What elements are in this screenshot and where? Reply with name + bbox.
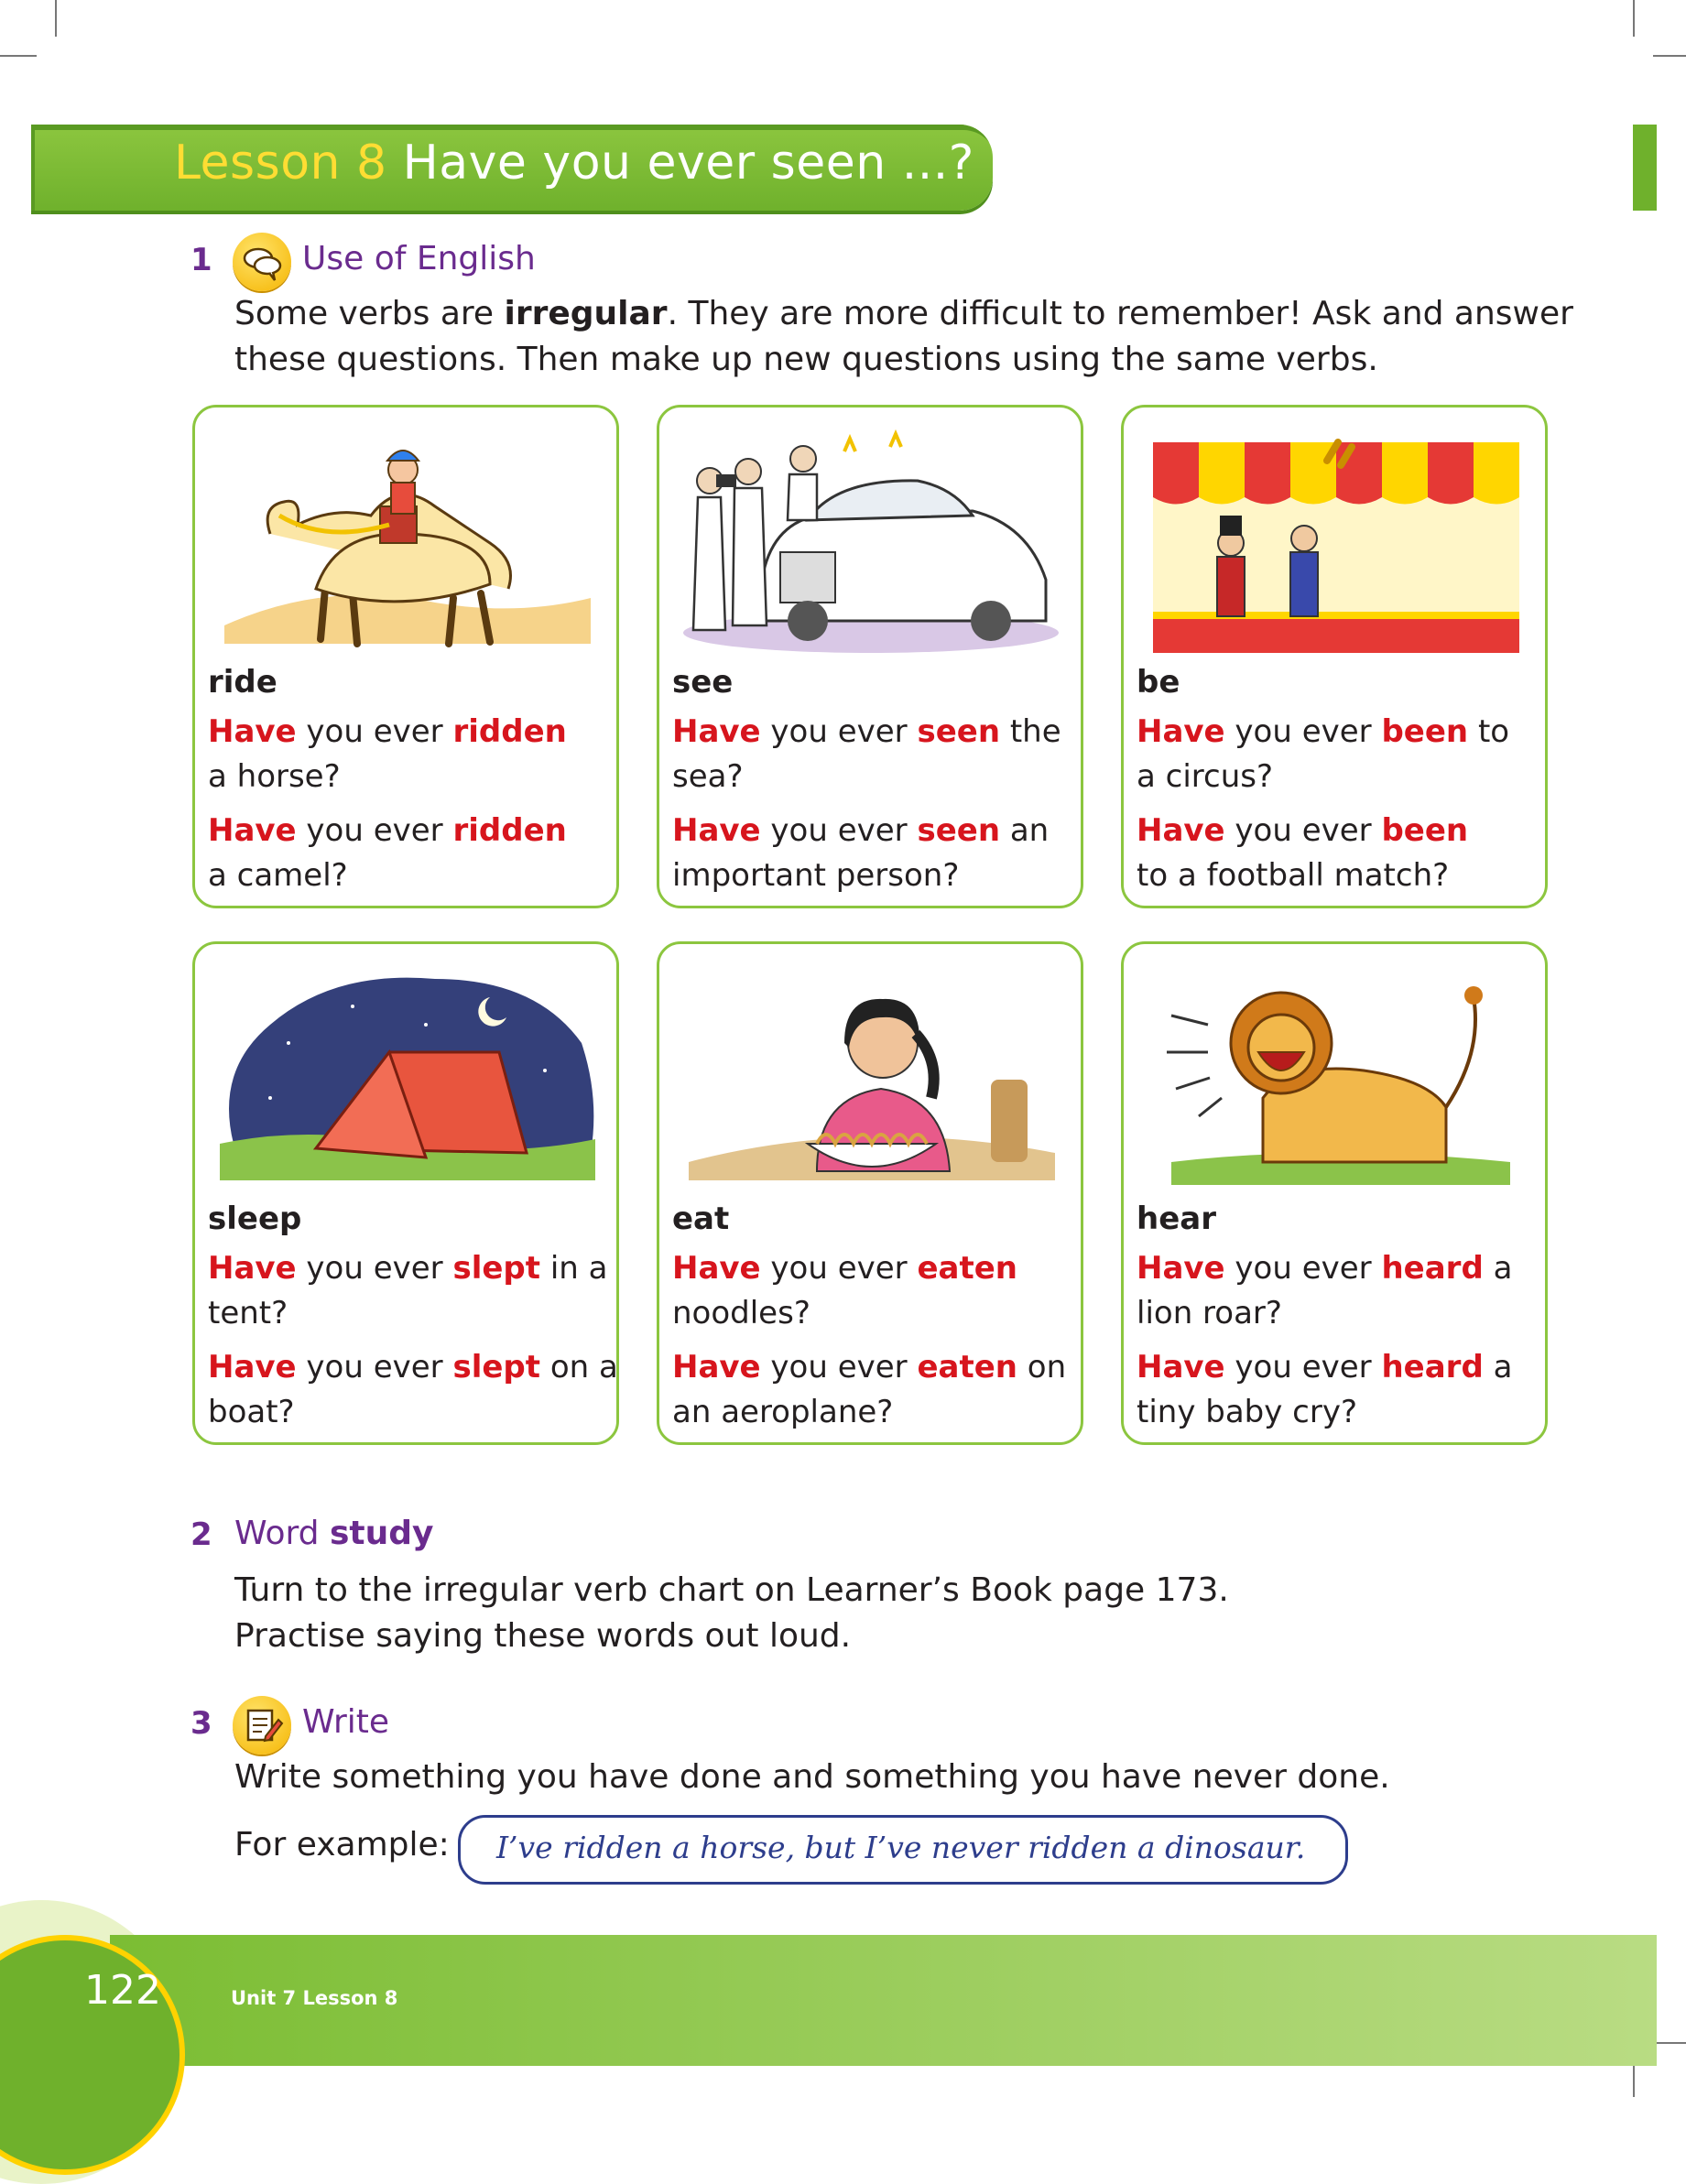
- have-word: Have: [672, 812, 761, 849]
- lesson-label: Lesson 8: [174, 136, 387, 190]
- section-2-title-text: Word: [234, 1515, 330, 1552]
- intro-text: . They are more difficult to remember! Ask and answer: [667, 295, 1573, 332]
- question-text-line2: tiny baby cry?: [1137, 1394, 1358, 1430]
- past-participle: ridden: [452, 713, 567, 750]
- verb-card-be: [1121, 405, 1548, 908]
- example-label: For example:: [234, 1826, 450, 1863]
- question-text-line2: a camel?: [208, 857, 348, 894]
- lion-roaring-illustration: [1144, 961, 1527, 1199]
- question-text: a: [1483, 1349, 1513, 1385]
- question-text-line2: important person?: [672, 857, 960, 894]
- question-text-line2: noodles?: [672, 1295, 810, 1331]
- past-participle: seen: [917, 812, 1001, 849]
- question-text-line2: a horse?: [208, 758, 341, 795]
- question-text: to: [1468, 713, 1510, 750]
- have-word: Have: [672, 1349, 761, 1385]
- past-participle: heard: [1381, 1250, 1484, 1287]
- question-2: [208, 1345, 620, 1435]
- question-2: [672, 809, 1084, 898]
- crop-mark: [1633, 2060, 1635, 2097]
- verb-word: hear: [1137, 1201, 1216, 1237]
- question-text: in a: [540, 1250, 608, 1287]
- section-1-intro: [234, 291, 1573, 383]
- question-text-line2: boat?: [208, 1394, 295, 1430]
- question-text: you ever: [760, 1250, 918, 1287]
- question-text: you ever: [760, 1349, 918, 1385]
- question-text: you ever: [296, 1349, 453, 1385]
- lesson-title: [174, 136, 974, 190]
- question-2: [1137, 1345, 1549, 1435]
- have-word: Have: [672, 1250, 761, 1287]
- past-participle: ridden: [452, 812, 567, 849]
- section-1-title: Use of English: [302, 240, 536, 277]
- crop-mark: [0, 55, 37, 57]
- have-word: Have: [1137, 713, 1225, 750]
- verb-card-ride: [192, 405, 619, 908]
- have-word: Have: [1137, 812, 1225, 849]
- question-1: [208, 710, 620, 799]
- tent-at-night-illustration: [215, 961, 598, 1199]
- notepad-pencil-icon: [233, 1696, 291, 1755]
- question-text: you ever: [1224, 713, 1382, 750]
- past-participle: been: [1381, 713, 1469, 750]
- question-text: on: [1017, 1349, 1067, 1385]
- unit-lesson-label: Unit 7 Lesson 8: [231, 1987, 398, 2009]
- have-word: Have: [208, 713, 297, 750]
- question-text: you ever: [296, 812, 453, 849]
- question-text: you ever: [1224, 1349, 1382, 1385]
- question-text: the: [1000, 713, 1061, 750]
- example-answer-text: I’ve ridden a horse, but I’ve never ridden a dinosaur.: [496, 1830, 1306, 1865]
- section-2-title-bold: study: [329, 1515, 434, 1552]
- crop-mark: [1653, 2042, 1686, 2044]
- lesson-heading: Have you ever seen ...?: [402, 136, 974, 190]
- verb-word: see: [672, 664, 734, 701]
- crop-mark: [1653, 55, 1686, 57]
- section-1-number: 1: [190, 242, 212, 278]
- question-text: you ever: [296, 1250, 453, 1287]
- speech-bubbles-icon: [233, 233, 291, 291]
- verb-card-eat: [657, 941, 1083, 1445]
- question-2: [1137, 809, 1549, 898]
- question-text: a: [1483, 1250, 1513, 1287]
- section-2-number: 2: [190, 1516, 212, 1553]
- girl-eating-noodles-illustration: [680, 961, 1062, 1199]
- side-tab: [1633, 125, 1657, 211]
- question-2: [672, 1345, 1084, 1435]
- intro-text: Some verbs are: [234, 295, 505, 332]
- section-3-title: Write: [302, 1703, 390, 1741]
- past-participle: been: [1381, 812, 1469, 849]
- question-text: on a: [540, 1349, 618, 1385]
- have-word: Have: [208, 1250, 297, 1287]
- question-text: you ever: [760, 812, 918, 849]
- verb-word: eat: [672, 1201, 730, 1237]
- verb-word: be: [1137, 664, 1180, 701]
- crop-mark: [55, 0, 57, 37]
- section-2-line2: Practise saying these words out loud.: [234, 1617, 852, 1655]
- section-2-text: [234, 1568, 1229, 1659]
- question-1: [208, 1246, 620, 1336]
- question-1: [1137, 710, 1549, 799]
- have-word: Have: [1137, 1250, 1225, 1287]
- have-word: Have: [208, 812, 297, 849]
- question-text-line2: a circus?: [1137, 758, 1274, 795]
- section-3-text: Write something you have done and something you have never done.: [234, 1758, 1390, 1796]
- intro-text-line2: these questions. Then make up new questions using the same verbs.: [234, 341, 1378, 378]
- question-text: you ever: [1224, 1250, 1382, 1287]
- question-1: [672, 710, 1084, 799]
- verb-card-sleep: [192, 941, 619, 1445]
- question-1: [672, 1246, 1084, 1336]
- question-text-line2: to a football match?: [1137, 857, 1450, 894]
- intro-bold-word: irregular: [504, 295, 668, 332]
- question-text: an: [1000, 812, 1050, 849]
- have-word: Have: [672, 713, 761, 750]
- question-text-line2: lion roar?: [1137, 1295, 1282, 1331]
- photographers-white-car-illustration: [680, 424, 1062, 662]
- section-3-number: 3: [190, 1705, 212, 1742]
- boy-riding-camel-illustration: [215, 424, 598, 662]
- crop-mark: [1633, 0, 1635, 37]
- circus-tent-illustration: [1144, 424, 1527, 662]
- have-word: Have: [1137, 1349, 1225, 1385]
- past-participle: slept: [452, 1250, 541, 1287]
- verb-word: ride: [208, 664, 277, 701]
- past-participle: seen: [917, 713, 1001, 750]
- have-word: Have: [208, 1349, 297, 1385]
- page-number: 122: [84, 1967, 161, 2014]
- question-text-line2: tent?: [208, 1295, 288, 1331]
- section-2-title: [234, 1515, 434, 1552]
- question-2: [208, 809, 620, 898]
- question-text-line2: an aeroplane?: [672, 1394, 894, 1430]
- question-text: you ever: [760, 713, 918, 750]
- past-participle: heard: [1381, 1349, 1484, 1385]
- past-participle: eaten: [917, 1349, 1017, 1385]
- past-participle: eaten: [917, 1250, 1017, 1287]
- question-text: you ever: [296, 713, 453, 750]
- verb-card-see: [657, 405, 1083, 908]
- question-1: [1137, 1246, 1549, 1336]
- question-text: you ever: [1224, 812, 1382, 849]
- question-text-line2: sea?: [672, 758, 744, 795]
- verb-word: sleep: [208, 1201, 302, 1237]
- section-2-line1: Turn to the irregular verb chart on Learner’s Book page 173.: [234, 1571, 1229, 1609]
- past-participle: slept: [452, 1349, 541, 1385]
- verb-card-hear: [1121, 941, 1548, 1445]
